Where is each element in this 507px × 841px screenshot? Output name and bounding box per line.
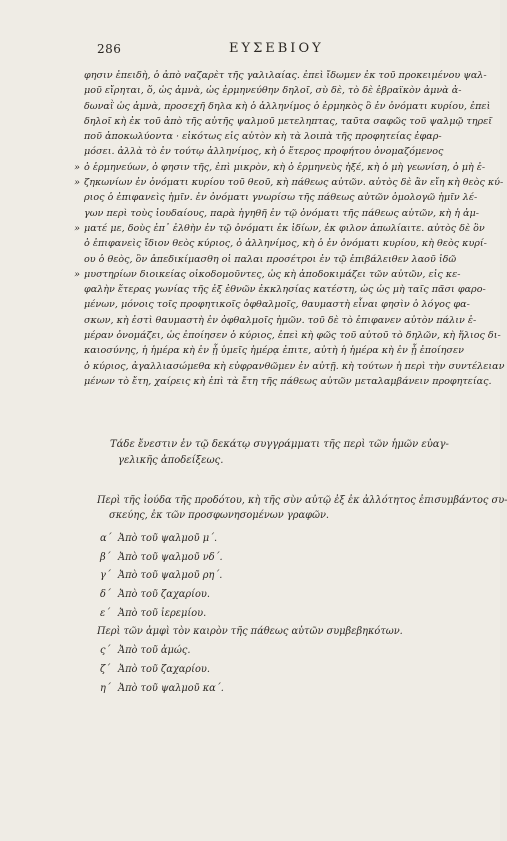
text-line <box>84 129 470 144</box>
text-line <box>84 99 491 114</box>
citation-list <box>97 530 460 698</box>
intro-line: Περὶ τῆς ἰούδα τῆς προδότου, κὴ τῆς σὺν αὐτῷ ἐξ ἐκ ἀλλότητος ἐπισυμβάντος συ- <box>97 495 507 506</box>
text-line-content: μένων, μόνοις τοῖς προφητικοῖς ὀφθαλμοῖς, θαυμαστὴ εἶναι φησὶν ὁ λόγος φα- <box>84 299 470 311</box>
text-line <box>74 160 486 175</box>
text-line <box>84 374 492 389</box>
citation-number: ζ΄ <box>100 663 111 675</box>
text-line-content: ματέ με, δοὺς ἐπ᾽ ἐλθὴν ἐν τῷ ὀνόματι ἐκ ἰδίων, ἐκ φιλον ἀπωλίαιτε. αὐτὸς δὲ ὃν <box>84 222 485 234</box>
citation-item <box>100 680 460 699</box>
citation-reference: Ἀπὸ τοῦ ζαχαρίου. <box>118 589 210 601</box>
text-line <box>74 175 504 190</box>
margin-quote-mark: » <box>74 222 80 234</box>
body-text <box>74 68 505 389</box>
text-line-content: δηλοῖ κὴ ἐκ τοῦ ἀπὸ τῆς αὐτῆς ψαλμοῦ μετεληπτας, ταῦτα σαφῶς τοῦ ψαλμῷ τηρεῖ <box>84 115 493 127</box>
text-line <box>84 343 470 358</box>
margin-quote-mark: » <box>74 177 80 189</box>
text-line-content: ὁ ἑρμηνεύων, ὁ φησιν τῆς, ἐπὶ μικρὸν, κὴ ὁ ἑρμηνεὺς ἠξέ, κὴ ὁ μὴ γεωνίση, ὁ μὴ ἐ- <box>84 161 486 173</box>
citation-number: ε΄ <box>100 607 111 619</box>
text-line-content: ριος ὁ ἐπιφανεὶς ἡμῖν. ἐν ὀνόματι γνωρίσω τῆς πάθεως αὐτῶν ὁμολογῶ ἡμῖν λέ- <box>84 192 478 204</box>
intro-paragraph <box>97 493 507 523</box>
citation-number: η΄ <box>100 682 111 694</box>
margin-quote-mark: » <box>74 268 80 280</box>
citation-reference: Ἀπὸ τοῦ ζαχαρίου. <box>118 663 210 675</box>
text-line-content: καιοσύνης, ἡ ἡμέρα κὴ ἐν ᾗ ὑμεῖς ἡμέρᾳ ἐπιτε, αὐτὴ ἡ ἡμέρα κὴ ἐν ᾗ ἐποίησεν <box>84 345 464 357</box>
text-line <box>84 236 487 251</box>
text-line-content: ποῦ ἀποκωλύοντα · εἰκότως εἰς αὐτὸν κὴ τὰ λοιπὰ τῆς προφητείας ἐφαρ- <box>84 131 442 143</box>
citation-reference: Ἀπὸ τοῦ ἰερεμίου. <box>118 607 207 619</box>
citation-reference: Ἀπὸ τοῦ ψαλμοῦ μ΄. <box>118 533 218 544</box>
text-line <box>84 206 479 221</box>
text-line <box>84 68 487 83</box>
citation-item <box>100 605 460 624</box>
citation-item <box>100 549 460 568</box>
citation-number: β΄ <box>100 551 111 563</box>
text-line <box>84 114 493 129</box>
text-line-content: ζηκωνίων ἐν ὀνόματι κυρίου τοῦ θεοῦ, κὴ πάθεως αὐτῶν. αὐτὸς δὲ ἂν εἴη κὴ θεὸς κύ- <box>84 177 504 189</box>
citation-item <box>100 530 460 549</box>
page-header <box>97 42 460 58</box>
citation-reference: Ἀπὸ τοῦ ψαλμοῦ κα΄. <box>118 682 224 694</box>
text-line-content: γων περὶ τοὺς ἰουδαίους, παρὰ ἡγηθῆ ἐν τῷ ὀνόματι τῆς πάθεως αὐτῶν, κὴ ἡ ἀμ- <box>84 207 479 219</box>
text-line-content: ὁ ἐπιφανεὶς ἴδιον θεὸς κύριος, ὁ ἀλληνίμος, κὴ ὁ ἐν ὀνόματι κυρίου, κὴ θεὸς κυρί- <box>84 238 487 250</box>
citation-number: γ΄ <box>100 570 111 582</box>
text-line <box>84 359 505 374</box>
text-line <box>84 282 486 297</box>
margin-quote-mark: » <box>74 161 80 173</box>
text-line <box>84 190 478 205</box>
page-number: 286 <box>97 42 122 56</box>
section-title-line: γελικῆς ἀποδείξεως. <box>118 455 224 466</box>
citation-subheading: Περὶ τῶν ἀμφὶ τὸν καιρὸν τῆς πάθεως αὐτῶν συμβεβηκότων. <box>97 626 403 638</box>
citation-item <box>100 661 460 680</box>
text-line-content: φησιν ἐπειδὴ, ὁ ἀπὸ ναζαρὲτ τῆς γαλιλαίας. ἐπεὶ ἴδωμεν ἐκ τοῦ προκειμένου ψαλ- <box>84 70 487 81</box>
section-title <box>110 437 470 469</box>
text-line-content: μέραν ὀνομάζει, ὡς ἐποίησεν ὁ κύριος, ἐπεὶ κὴ φῶς τοῦ αὐτοῦ τὸ δηλῶν, κὴ ἥλιος δι- <box>84 330 501 342</box>
text-line-content: μένων τὸ ἔτη, χαίρεις κὴ ἐπὶ τὰ ἔτη τῆς πάθεως αὐτῶν μεταλαμβάνειν προφητείας. <box>84 375 492 387</box>
text-line <box>84 144 470 159</box>
text-line <box>84 83 470 98</box>
citation-reference: Ἀπὸ τοῦ ἀμώς. <box>118 645 191 657</box>
text-line-content: σκων, κὴ ἐστὶ θαυμαστὴ ἐν ὀφθαλμοῖς ἡμῶν. τοῦ δὲ τὸ ἐπιφανεν αὐτὸν πάλιν ἐ- <box>84 314 477 326</box>
text-line-content: φαλὴν ἕτερας γωνίας τῆς ἐξ ἐθνῶν ἐκκλησίας κατέστη, ὡς ὡς μὴ ταῖς πᾶσι φαρο- <box>84 284 486 296</box>
text-line <box>84 313 477 328</box>
text-line <box>84 328 501 343</box>
citation-item <box>100 642 460 661</box>
text-line <box>84 297 470 312</box>
citation-reference: Ἀπὸ τοῦ ψαλμοῦ ρη΄. <box>118 570 223 582</box>
text-line <box>84 252 470 267</box>
text-line-content: μόσει. ἀλλὰ τὸ ἐν τούτῳ ἀλληνίμος, κὴ ὁ ἕτερος προφήτου ὀνομαζόμενος <box>84 146 444 158</box>
section-title-line: Τάδε ἔνεστιν ἐν τῷ δεκάτῳ συγγράμματι τῆς περὶ τῶν ἡμῶν εὐαγ- <box>110 439 449 450</box>
running-head: ΕΥΣΕΒΙΟΥ <box>229 41 324 56</box>
citation-item <box>100 567 460 586</box>
text-line-content: δωναῒ ὡς ἀμνὰ, προσεχῆ δηλα κὴ ὁ ἀλληνίμος ὁ ἑρμηκὸς ὃ ἐν ὀνόματι κυρίου, ἐπεὶ <box>84 100 491 112</box>
text-line-content: μοῦ εἴρηται, ὅ, ὡς ἀμνὰ, ὡς ἑρμηνεύθην δηλοῖ, σὺ δὲ, τὸ δὲ ἑβραϊκὸν ἀμνὰ ἀ- <box>84 85 462 97</box>
citation-number: α΄ <box>100 533 112 544</box>
text-line <box>74 221 485 236</box>
intro-line: σκεύης, ἐκ τῶν προσφωνησομένων γραφῶν. <box>109 510 330 521</box>
text-line-content: ὁ κύριος, ἀγαλλιασώμεθα κὴ εὐφρανθῶμεν ἐν αὐτῇ. κὴ τούτων ἡ περὶ τὴν συντέλειαν <box>84 360 505 372</box>
citation-number: δ΄ <box>100 589 111 601</box>
text-line-content: ου ὁ θεὸς, ὃν ἀπεδικίμασθη οἱ παλαι προσέτροι ἐν τῷ ἐπιβάλειθεν λαοῦ ἰδῶ <box>84 253 457 265</box>
text-line <box>74 267 470 282</box>
citation-reference: Ἀπὸ τοῦ ψαλμοῦ νδ΄. <box>118 551 223 563</box>
text-line-content: μυστηρίων διοικείας οἰκοδομοῦντες, ὡς κὴ ἀποδοκιμάζει τῶν αὐτῶν, εἰς κε- <box>84 268 461 280</box>
citation-number: ς΄ <box>100 645 111 657</box>
citation-item <box>100 586 460 605</box>
